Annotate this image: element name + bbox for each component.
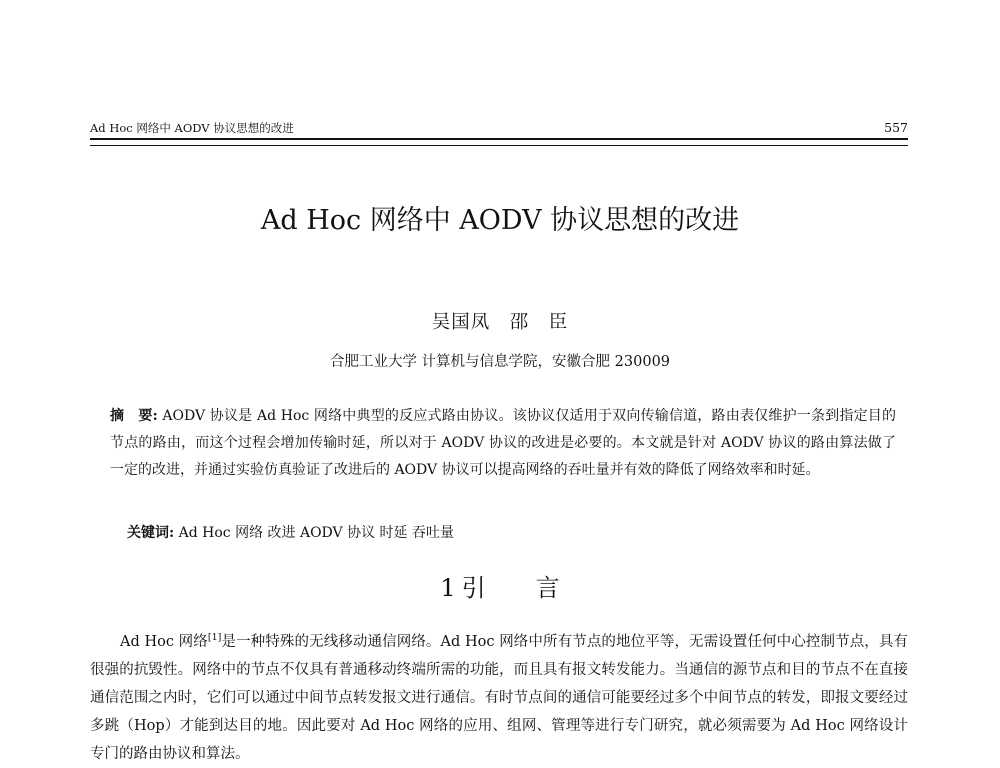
section-number: 1 xyxy=(440,574,456,602)
abstract-label: 摘 要: xyxy=(110,408,158,424)
keywords-label: 关键词: xyxy=(127,525,175,541)
page-number: 557 xyxy=(884,120,908,135)
header-rule-thick xyxy=(90,138,908,140)
abstract xyxy=(110,403,896,484)
affiliation: 合肥工业大学 计算机与信息学院，安徽合肥 230009 xyxy=(329,354,671,370)
header-rule-thin xyxy=(90,145,908,146)
reference-marker[interactable]: [1] xyxy=(207,632,222,644)
running-header xyxy=(90,119,908,137)
keywords-text: Ad Hoc 网络 改进 AODV 协议 时延 吞吐量 xyxy=(174,525,455,541)
body-text-start: Ad Hoc 网络 xyxy=(120,634,208,650)
body-paragraph xyxy=(90,628,908,768)
body-text-rest: 是一种特殊的无线移动通信网络。Ad Hoc 网络中所有节点的地位平等，无需设置任何中心控制节点，具有很强的抗毁性。网络中的节点不仅具有普通移动终端所需的功能，而且具有报文转发能力。当通信的源节点和目的节点不在直接通信范围之内时，它们可以通过中间节点转发报文进行通信。有时节点间的通信可能要经过多个中间节点的转发，即报文要经过多跳（Hop）才能到达目的地。因此要对 Ad Hoc 网络的应用、组网、管理等进行专门研究，就必须需要为 Ad Hoc 网络设计专门的路由协议和算法。 xyxy=(90,634,909,762)
section-title-part2: 言 xyxy=(535,574,560,602)
keywords xyxy=(127,521,887,545)
abstract-text: AODV 协议是 Ad Hoc 网络中典型的反应式路由协议。该协议仅适用于双向传输信道，路由表仅维护一条到指定目的节点的路由，而这个过程会增加传输时延，所以对于 AODV 协议的改进是必要的。本文就是针对 AODV 协议的路由算法做了一定的改进，并通过实验仿真验证了改进后的 AODV 协议可以提高网络的吞吐量并有效的降低了网络效率和时延。 xyxy=(110,408,896,478)
section-heading xyxy=(0,571,1000,605)
authors: 吴国凤 邵 臣 xyxy=(431,312,569,333)
paper-title: Ad Hoc 网络中 AODV 协议思想的改进 xyxy=(260,205,740,236)
section-title-part1: 引 xyxy=(461,574,486,602)
running-title: Ad Hoc 网络中 AODV 协议思想的改进 xyxy=(90,121,294,135)
